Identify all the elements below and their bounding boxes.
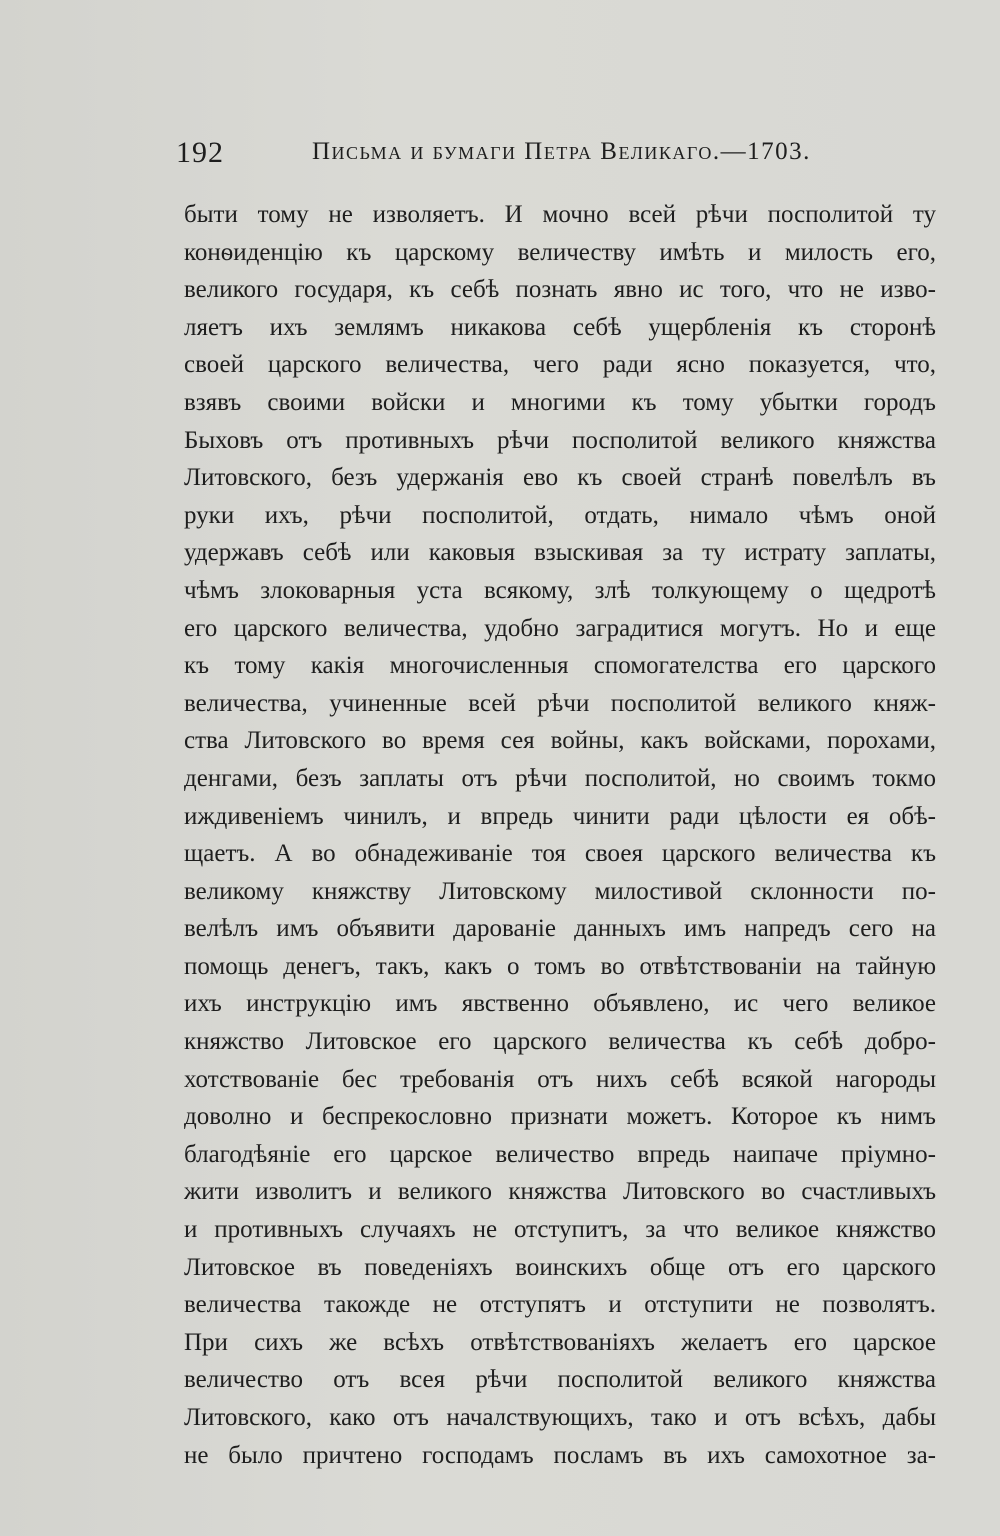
text-line: ихъ инструкцію имъ явственно объявлено, ис чего великое [184,990,936,1018]
text-line: ляетъ ихъ землямъ никакова себѣ ущербленія къ сторонѣ [184,313,936,341]
running-title: Письма и бумаги Петра Великаго.—1703. [312,138,811,165]
text-line: его царского величества, удобно заградитися могутъ. Но и еще [184,614,936,642]
text-line: великому княжству Литовскому милостивой склонности по- [184,877,936,905]
page-header [176,136,811,180]
text-line: Литовского, како отъ началствующихъ, тако и отъ всѣхъ, дабы [184,1404,936,1431]
text-line: благодѣяніе его царское величество впредь наипаче пріумно- [184,1140,936,1168]
text-line: жити изволитъ и великого княжства Литовского во счастливыхъ [184,1178,936,1206]
text-line: велѣлъ имъ объявити дарованіе данныхъ имъ напредъ сего на [184,915,936,943]
text-line: руки ихъ, рѣчи посполитой, отдать, нимало чѣмъ оной [184,501,936,529]
text-line: къ тому какія многочисленныя спомогателства его царского [184,652,936,680]
body-text [184,196,936,1474]
text-line: княжство Литовское его царского величества къ себѣ добро- [184,1028,936,1056]
text-line: ства Литовского во время сея войны, какъ войсками, порохами, [184,727,936,755]
text-line: Быховъ отъ противныхъ рѣчи посполитой великого княжства [184,426,936,454]
text-line: При сихъ же всѣхъ отвѣтствованіяхъ желаетъ его царское [184,1328,936,1356]
text-line: доволно и беспрекословно признати можетъ. Которое къ нимъ [184,1103,936,1131]
text-line: денгами, безъ заплаты отъ рѣчи посполитой, но своимъ токмо [184,764,936,792]
text-line: своей царского величества, чего ради ясно показуется, что, [184,351,936,379]
text-line: хотствованіе бес требованія отъ нихъ себѣ всякой нагороды [184,1065,936,1093]
text-line: величества, учиненные всей рѣчи посполитой великого княж- [184,689,936,717]
text-line: и противныхъ случаяхъ не отступитъ, за что великое княжство [184,1216,936,1244]
text-line: великого государя, къ себѣ познать явно ис того, что не изво- [184,276,936,304]
text-line: величество отъ всея рѣчи посполитой великого княжства [184,1366,936,1394]
page-number: 192 [176,136,224,169]
text-line: чѣмъ злоковарныя уста всякому, злѣ толкующему о щедротѣ [184,576,936,604]
text-line: величества такожде не отступятъ и отступити не позволятъ. [184,1291,936,1319]
text-line: иждивеніемъ чинилъ, и впредь чинити ради цѣлости ея обѣ- [184,802,936,830]
text-line: Литовского, безъ удержанія ево къ своей странѣ повелѣлъ въ [184,464,936,492]
text-line: щаетъ. А во обнадеживаніе тоя своея царского величества къ [184,840,936,868]
text-line: удержавъ себѣ или каковыя взыскивая за ту истрату заплаты, [184,539,936,567]
text-line: взявъ своими войски и многими къ тому убытки городъ [184,388,936,416]
text-line: конѳиденцію къ царскому величеству имѣть и милость его, [184,238,936,266]
text-line: быти тому не изволяетъ. И мочно всей рѣчи посполитой ту [184,201,936,228]
text-line: не было причтено господамъ посламъ въ ихъ самохотное за- [184,1441,936,1469]
text-line: помощь денегъ, такъ, какъ о томъ во отвѣтствованіи на тайную [184,952,936,980]
text-line: Литовское въ поведеніяхъ воинскихъ обще отъ его царского [184,1253,936,1281]
